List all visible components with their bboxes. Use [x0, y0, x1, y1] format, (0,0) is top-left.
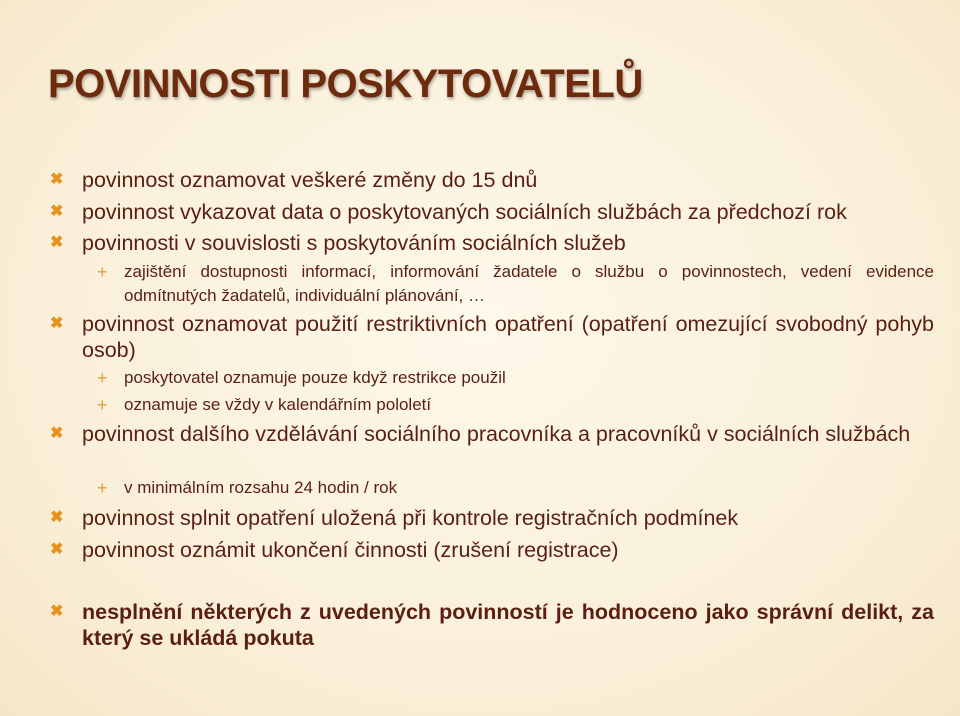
plus-bullet-icon: +	[97, 395, 108, 415]
list-item: povinnost vykazovat data o poskytovaných sociálních službách za předchozí rok	[82, 200, 847, 224]
slide-title: POVINNOSTI POSKYTOVATELŮ	[48, 62, 643, 106]
list-item-emphasis: nesplnění některých z uvedených povinností je hodnoceno jako správní delikt, za který se ukládá pokuta	[82, 600, 934, 650]
x-bullet-icon: ✖	[50, 541, 64, 558]
list-item: povinnosti v souvislosti s poskytováním sociálních služeb	[82, 231, 626, 255]
x-bullet-icon: ✖	[50, 171, 64, 188]
plus-bullet-icon: +	[97, 368, 108, 388]
x-bullet-icon: ✖	[50, 509, 64, 526]
x-bullet-icon: ✖	[50, 603, 64, 620]
x-bullet-icon: ✖	[50, 425, 64, 442]
x-bullet-icon: ✖	[50, 203, 64, 220]
sub-list-item: poskytovatel oznamuje pouze když restrikce použil	[124, 368, 506, 387]
list-item: povinnost oznamovat použití restriktivních opatření (opatření omezující svobodný pohyb osob)	[82, 312, 934, 362]
list-item: povinnost dalšího vzdělávání sociálního pracovníka a pracovníků v sociálních službách	[82, 422, 911, 446]
sub-list-item: v minimálním rozsahu 24 hodin / rok	[124, 478, 398, 497]
plus-bullet-icon: +	[97, 262, 108, 282]
x-bullet-icon: ✖	[50, 315, 64, 332]
list-item: povinnost oznamovat veškeré změny do 15 dnů	[82, 168, 538, 192]
x-bullet-icon: ✖	[50, 234, 64, 251]
list-item: povinnost oznámit ukončení činnosti (zrušení registrace)	[82, 538, 619, 562]
list-item: povinnost splnit opatření uložená při kontrole registračních podmínek	[82, 506, 739, 530]
sub-list-item: oznamuje se vždy v kalendářním pololetí	[124, 395, 432, 414]
plus-bullet-icon: +	[97, 478, 108, 498]
sub-list-item: zajištění dostupnosti informací, informování žadatele o službu o povinnostech, vedení evidence odmítnutých žadatelů, individuální plánování, …	[124, 262, 934, 305]
